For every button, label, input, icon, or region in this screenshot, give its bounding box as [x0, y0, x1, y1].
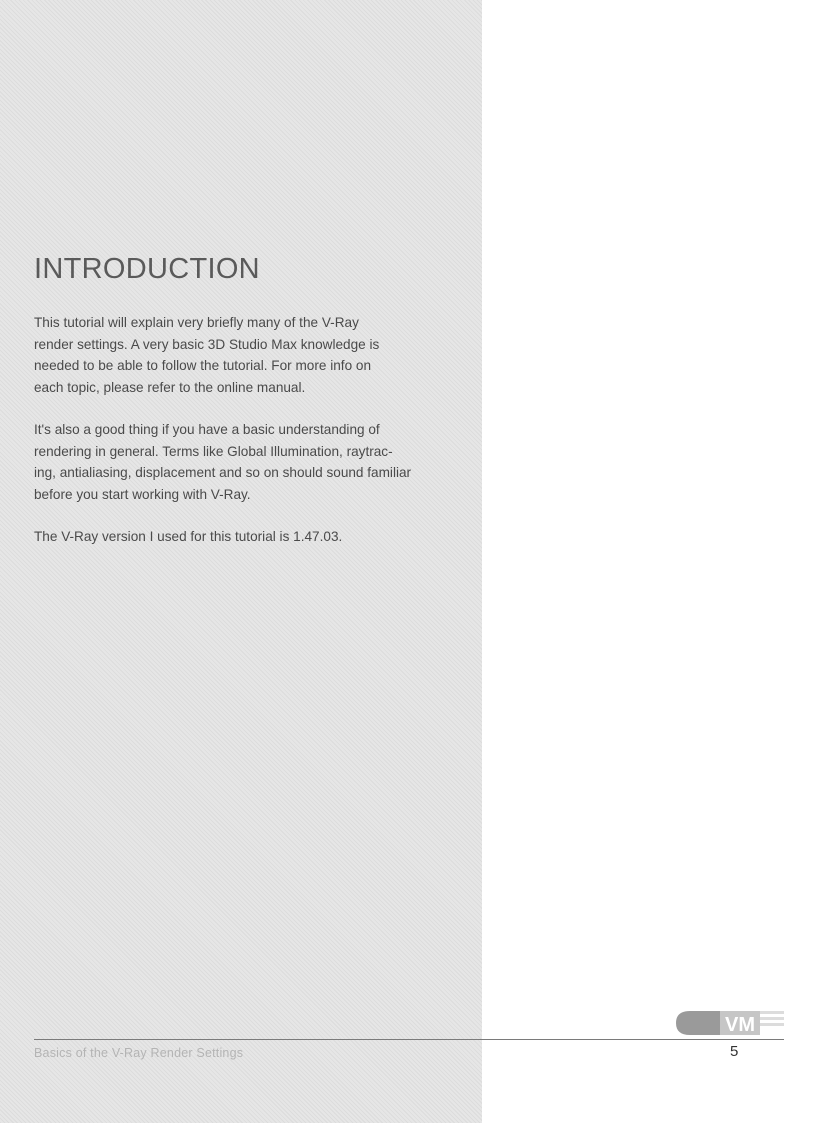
paragraph-line: before you start working with V-Ray. — [34, 486, 251, 502]
logo-mark: VM — [725, 1014, 755, 1036]
paragraph-line: ing, antialiasing, displacement and so on should sound familiar — [34, 465, 412, 480]
footer-divider — [34, 1039, 784, 1040]
paragraph-line: needed to be able to follow the tutorial. For more info on — [34, 358, 372, 373]
paragraph-1 — [34, 312, 474, 398]
paragraph-line: each topic, please refer to the online manual. — [34, 379, 306, 395]
paragraph-line: The V-Ray version I used for this tutorial is 1.47.03. — [34, 529, 343, 544]
vismasters-logo — [676, 1003, 784, 1039]
paragraph-line: This tutorial will explain very briefly many of the V-Ray — [34, 315, 359, 330]
footer-document-title: Basics of the V-Ray Render Settings — [34, 1046, 244, 1060]
page-title: INTRODUCTION — [34, 253, 260, 285]
paragraph-2 — [34, 419, 474, 505]
introduction-section — [34, 252, 474, 569]
page-number: 5 — [730, 1043, 739, 1060]
paragraph-line: render settings. A very basic 3D Studio Max knowledge is — [34, 336, 380, 352]
paragraph-line: It's also a good thing if you have a basic understanding of — [34, 422, 380, 437]
paragraph-line: rendering in general. Terms like Global Illumination, raytrac- — [34, 443, 393, 459]
paragraph-3 — [34, 526, 474, 548]
